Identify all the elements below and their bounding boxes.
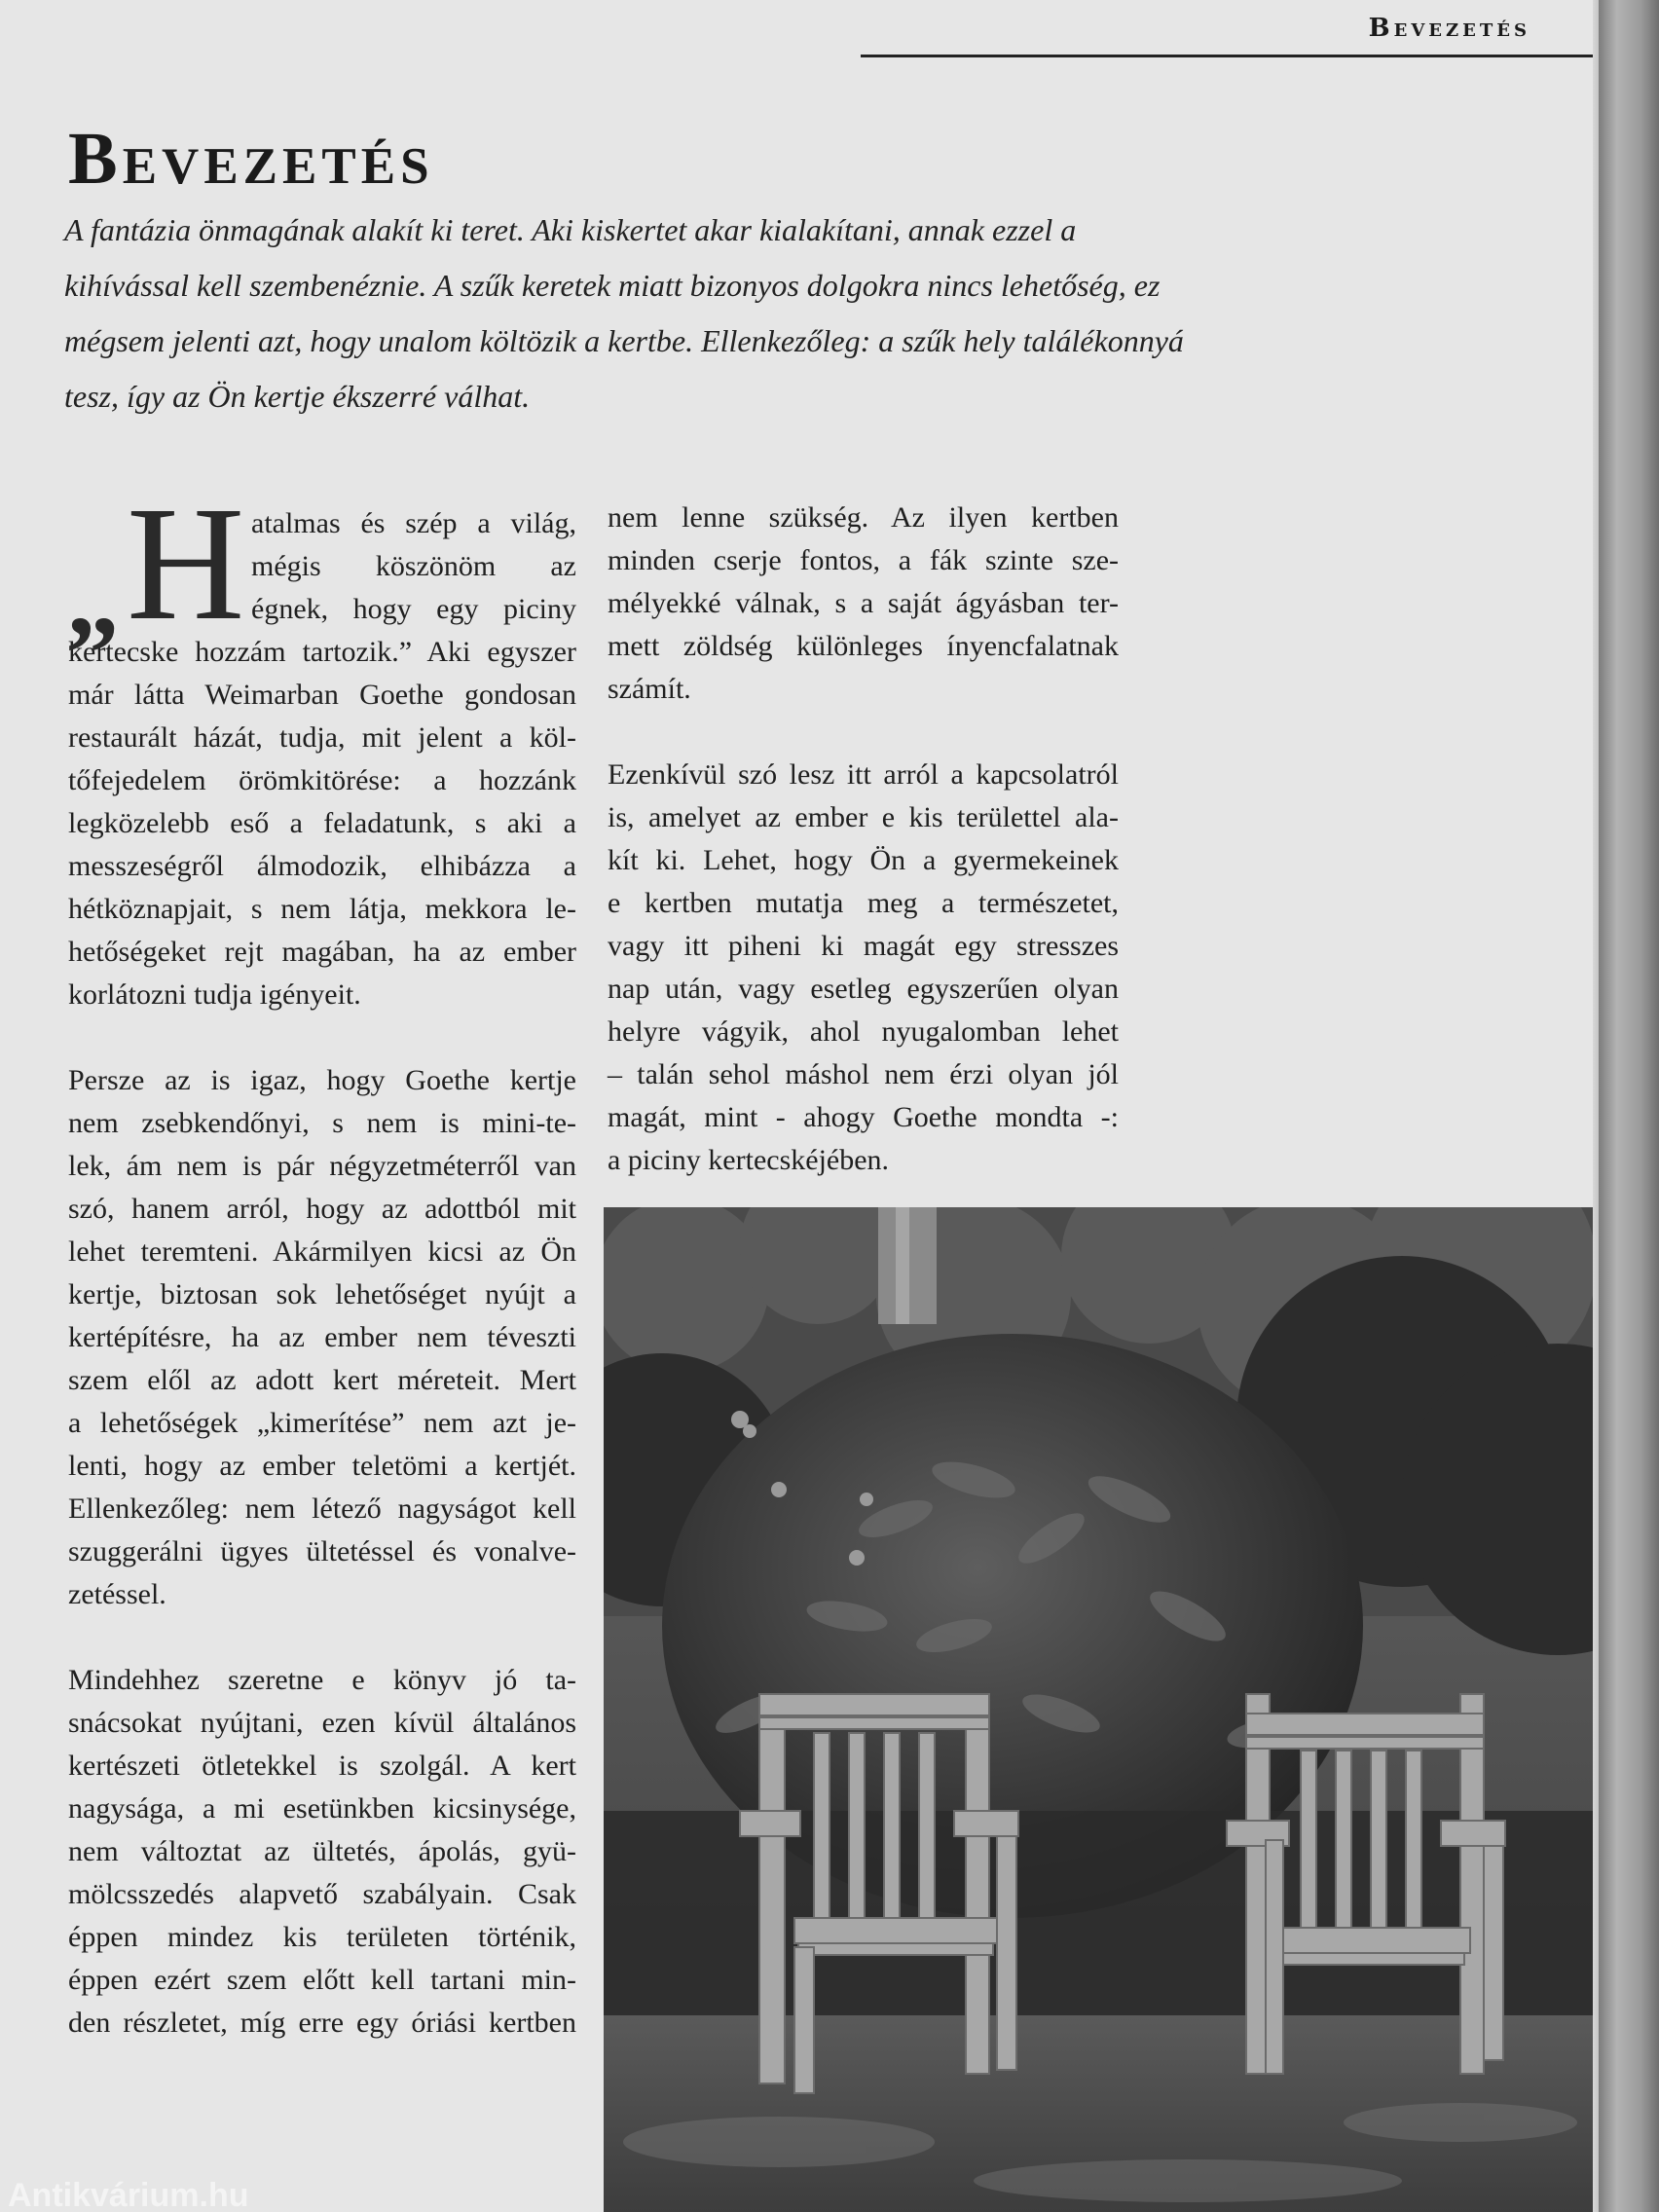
body-line: nem zsebkendőnyi, s nem is mini-te- xyxy=(68,1107,576,1139)
garden-photo-illustration xyxy=(604,1207,1599,2212)
body-line: e kertben mutatja meg a természetet, xyxy=(608,887,1119,919)
body-line: magát, mint - ahogy Goethe mondta -: xyxy=(608,1101,1119,1133)
body-line: a lehetőségek „kimerítése” nem azt je- xyxy=(68,1407,576,1439)
body-line: mölcsszedés alapvető szabályain. Csak xyxy=(68,1878,576,1910)
body-line: kertecske hozzám tartozik.” Aki egyszer xyxy=(68,636,576,668)
body-line: tőfejedelem örömkitörése: a hozzánk xyxy=(68,764,576,796)
chapter-heading: Bevezetés xyxy=(68,118,434,200)
body-line: nap után, vagy esetleg egyszerűen olyan xyxy=(608,973,1119,1005)
body-line: szó, hanem arról, hogy az adottból mit xyxy=(68,1193,576,1225)
page-edge xyxy=(1599,0,1659,2212)
body-line: nem változtat az ültetés, ápolás, gyü- xyxy=(68,1835,576,1867)
body-line: számít. xyxy=(608,673,691,705)
body-line: szem elől az adott kert méreteit. Mert xyxy=(68,1364,576,1396)
body-line: restaurált házát, tudja, mit jelent a köl- xyxy=(68,721,576,754)
body-line: mett zöldség különleges ínyencfalatnak xyxy=(608,630,1119,662)
body-line: égnek, hogy egy piciny xyxy=(251,593,576,625)
left-paragraph-3 xyxy=(68,1659,576,2045)
body-line: korlátozni tudja igényeit. xyxy=(68,978,361,1011)
running-head: Bevezetés xyxy=(1368,14,1530,43)
intro-line: kihívással kell szembenéznie. A szűk keretek miatt bizonyos dolgokra nincs lehetőség, ez xyxy=(64,268,1161,303)
body-line: messzeségről álmodozik, elhibázza a xyxy=(68,850,576,882)
body-line: hétköznapjait, s nem látja, mekkora le- xyxy=(68,893,576,925)
body-line: kertészeti ötletekkel is szolgál. A kert xyxy=(68,1750,576,1782)
body-line: éppen mindez kis területen történik, xyxy=(68,1921,576,1953)
body-line: Ellenkezőleg: nem létező nagyságot kell xyxy=(68,1493,576,1525)
body-line: a piciny kertecskéjében. xyxy=(608,1144,890,1176)
body-line: legközelebb eső a feladatunk, s aki a xyxy=(68,807,576,839)
body-line: zetéssel. xyxy=(68,1578,166,1610)
body-line: kít ki. Lehet, hogy Ön a gyermekeinek xyxy=(608,844,1119,876)
body-line: már látta Weimarban Goethe gondosan xyxy=(68,679,576,711)
body-line: nem lenne szükség. Az ilyen kertben xyxy=(608,501,1119,534)
left-paragraph-2 xyxy=(68,1059,576,1616)
intro-line: tesz, így az Ön kertje ékszerré válhat. xyxy=(64,379,531,414)
intro-line: A fantázia önmagának alakít ki teret. Aki kiskertet akar kialakítani, annak ezzel a xyxy=(64,212,1077,247)
right-column xyxy=(608,497,1119,1182)
body-line: den részletet, míg erre egy óriási kertben xyxy=(68,2007,576,2039)
body-line: lek, ám nem is pár négyzetméterről van xyxy=(68,1150,576,1182)
left-paragraph-1 xyxy=(68,631,576,1016)
body-line: Mindehhez szeretne e könyv jó ta- xyxy=(68,1664,576,1696)
left-column xyxy=(66,473,576,2045)
body-line: minden cserje fontos, a fák szinte sze- xyxy=(608,544,1119,576)
opening-quote: „ xyxy=(66,538,120,657)
garden-chairs-photo xyxy=(604,1207,1599,2212)
body-line: kertje, biztosan sok lehetőséget nyújt a xyxy=(68,1278,576,1310)
body-line: szuggerálni ügyes ültetéssel és vonalve- xyxy=(68,1535,576,1567)
intro-paragraph xyxy=(64,203,1427,424)
running-head-rule xyxy=(861,55,1593,57)
right-paragraph-2 xyxy=(608,754,1119,1182)
body-line: Persze az is igaz, hogy Goethe kertje xyxy=(68,1064,576,1096)
body-line: éppen ezért szem előtt kell tartani min- xyxy=(68,1964,576,1996)
body-line: kertépítésre, ha az ember nem téveszti xyxy=(68,1321,576,1353)
body-line: vagy itt piheni ki magát egy stresszes xyxy=(608,930,1119,962)
body-line: is, amelyet az ember e kis területtel ala- xyxy=(608,801,1119,833)
right-paragraph-1 xyxy=(608,497,1119,711)
body-line: lenti, hogy az ember teletömi a kertjét. xyxy=(68,1450,576,1482)
body-line: – talán sehol máshol nem érzi olyan jól xyxy=(608,1058,1119,1090)
body-line: lehet teremteni. Akármilyen kicsi az Ön xyxy=(68,1235,576,1268)
body-line: Ezenkívül szó lesz itt arról a kapcsolatról xyxy=(608,758,1119,791)
body-line: atalmas és szép a világ, xyxy=(251,507,576,539)
body-line: helyre vágyik, ahol nyugalomban lehet xyxy=(608,1015,1119,1048)
body-line: hetőségeket rejt magában, ha az ember xyxy=(68,936,576,968)
intro-line: mégsem jelenti azt, hogy unalom költözik a kertbe. Ellenkezőleg: a szűk hely találékonnyá xyxy=(64,323,1184,358)
watermark: Antikvárium.hu xyxy=(8,2177,249,2212)
dropcap-letter: H xyxy=(127,473,245,654)
body-line: mélyekké válnak, s a saját ágyásban ter- xyxy=(608,587,1119,619)
body-line: snácsokat nyújtani, ezen kívül általános xyxy=(68,1707,576,1739)
body-line: nagysága, a mi esetünkben kicsinysége, xyxy=(68,1792,576,1825)
body-line: mégis köszönöm az xyxy=(251,550,576,582)
